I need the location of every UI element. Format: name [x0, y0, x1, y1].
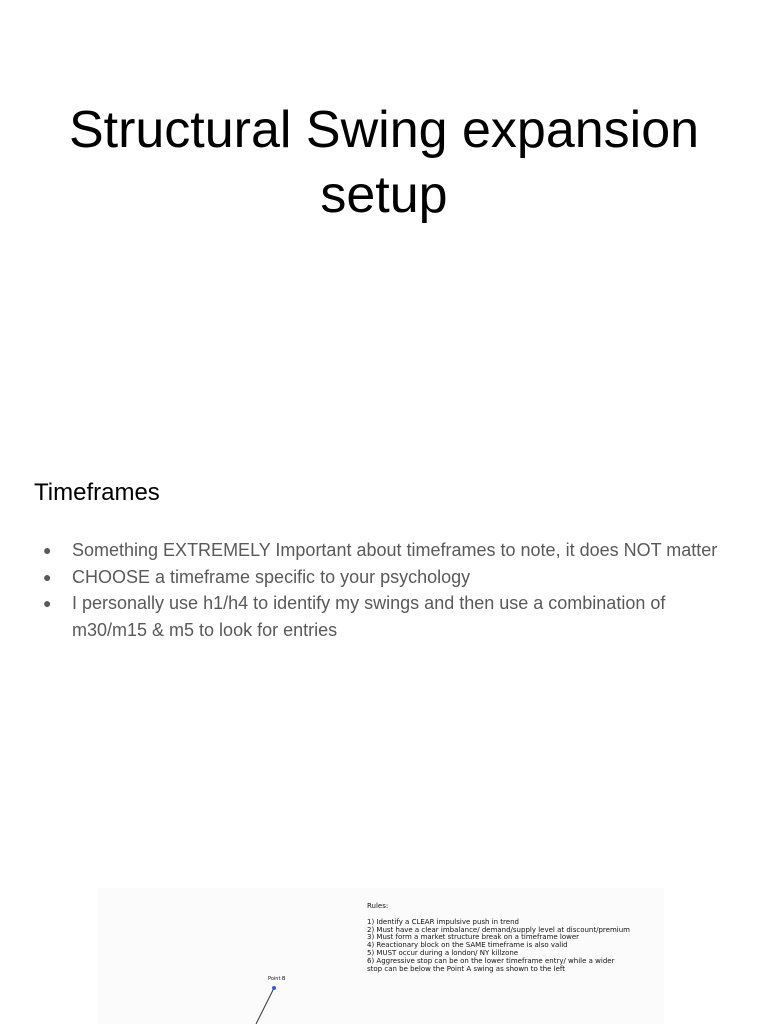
timeframes-heading: Timeframes [34, 479, 160, 506]
rule-line: 5) MUST occur during a london/ NY killzone [367, 948, 519, 957]
rule-line: 2) Must have a clear imbalance/ demand/supply level at discount/premium [367, 925, 630, 934]
rule-line: 4) Reactionary block on the SAME timeframe is also valid [367, 941, 568, 950]
bullet-text: Something EXTREMELY Important about timeframes to note, it does NOT matter [72, 540, 718, 560]
page-title [0, 98, 768, 228]
timeframes-bullet-list [34, 537, 734, 643]
bullet-icon: ● [43, 568, 52, 585]
rule-line: 1) Identify a CLEAR impulsive push in trend [367, 917, 519, 926]
rules-title: Rules: [367, 902, 389, 910]
bullet-text: I personally use h1/h4 to identify my swings and then use a combination of m30/m15 & m5 to look for entries [72, 593, 666, 640]
point-b-marker-icon [272, 986, 276, 990]
rule-line: 3) Must form a market structure break on a timeframe lower [367, 933, 580, 942]
bullet-icon: ● [43, 595, 52, 611]
bullet-item [34, 537, 734, 564]
swing-line [256, 988, 274, 1024]
rule-line: 6) Aggressive stop can be on the lower timeframe entry/ while a wider [367, 956, 615, 965]
point-b-label: Point B [268, 976, 286, 982]
rules-block [367, 903, 664, 973]
title-line-2: setup [320, 166, 448, 224]
title-line-1: Structural Swing expansion [68, 101, 700, 159]
bullet-item [34, 564, 734, 591]
bullet-icon: ● [43, 542, 52, 558]
bullet-text: CHOOSE a timeframe specific to your psychology [72, 566, 471, 587]
rule-line: stop can be below the Point A swing as shown to the left [367, 964, 566, 973]
setup-figure [98, 888, 664, 1024]
bullet-item [34, 590, 734, 643]
